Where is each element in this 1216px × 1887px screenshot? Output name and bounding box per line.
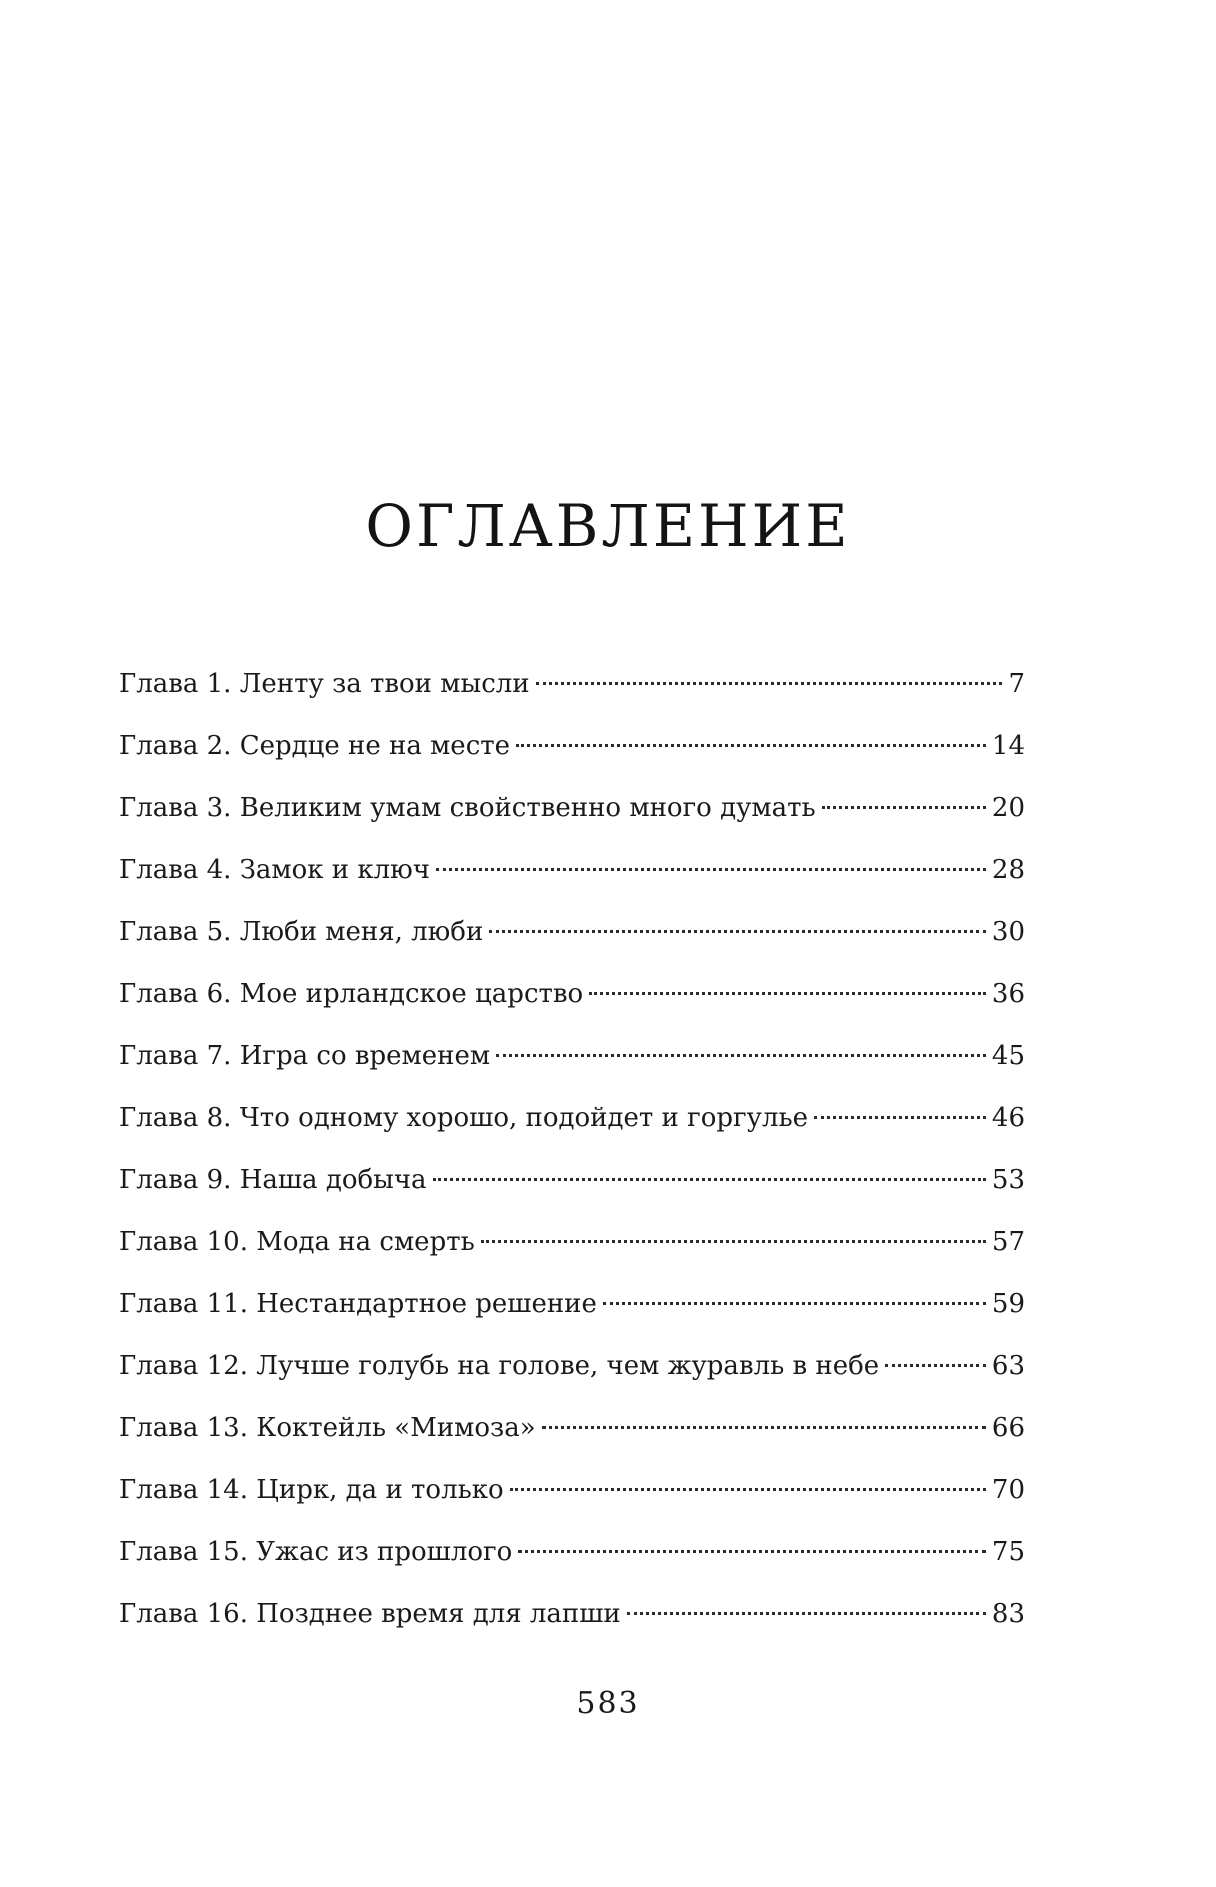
toc-entry[interactable] <box>119 724 1025 786</box>
dot-leader <box>516 744 986 747</box>
dot-leader <box>518 1550 986 1553</box>
toc-entry-page: 57 <box>991 1227 1025 1257</box>
toc-entry[interactable] <box>119 1096 1025 1158</box>
toc-entry[interactable] <box>119 1592 1025 1654</box>
toc-entry-title: Глава 4. Замок и ключ <box>119 855 430 885</box>
dot-leader <box>433 1178 986 1181</box>
toc-entry-page: 28 <box>991 855 1025 885</box>
toc-entry-title: Глава 16. Позднее время для лапши <box>119 1599 621 1629</box>
toc-entry-title: Глава 11. Нестандартное решение <box>119 1289 597 1319</box>
toc-entry-page: 14 <box>991 731 1025 761</box>
dot-leader <box>627 1612 986 1615</box>
toc-entry[interactable] <box>119 972 1025 1034</box>
page-number: 583 <box>576 1686 640 1721</box>
toc-entry-title: Глава 13. Коктейль «Мимоза» <box>119 1413 536 1443</box>
toc-entry-page: 75 <box>991 1537 1025 1567</box>
dot-leader <box>536 682 1003 685</box>
toc-entry-page: 45 <box>991 1041 1025 1071</box>
dot-leader <box>542 1426 986 1429</box>
table-of-contents <box>119 662 1025 1654</box>
toc-entry-page: 46 <box>991 1103 1025 1133</box>
dot-leader <box>814 1116 986 1119</box>
toc-entry-title: Глава 9. Наша добыча <box>119 1165 427 1195</box>
toc-entry[interactable] <box>119 1158 1025 1220</box>
toc-entry-title: Глава 3. Великим умам свойственно много думать <box>119 793 816 823</box>
toc-entry-title: Глава 7. Игра со временем <box>119 1041 491 1071</box>
dot-leader <box>496 1054 986 1057</box>
toc-entry-title: Глава 10. Мода на смерть <box>119 1227 475 1257</box>
toc-entry-page: 59 <box>991 1289 1025 1319</box>
toc-entry[interactable] <box>119 848 1025 910</box>
toc-entry-title: Глава 12. Лучше голубь на голове, чем журавль в небе <box>119 1351 880 1381</box>
toc-entry[interactable] <box>119 910 1025 972</box>
toc-entry-page: 30 <box>991 917 1025 947</box>
toc-entry[interactable] <box>119 1344 1025 1406</box>
dot-leader <box>489 930 986 933</box>
toc-entry[interactable] <box>119 1530 1025 1592</box>
toc-entry-title: Глава 2. Сердце не на месте <box>119 731 511 761</box>
toc-entry-page: 53 <box>991 1165 1025 1195</box>
toc-entry[interactable] <box>119 1220 1025 1282</box>
toc-entry-title: Глава 1. Ленту за твои мысли <box>119 669 530 699</box>
toc-entry-title: Глава 15. Ужас из прошлого <box>119 1537 513 1567</box>
toc-entry-page: 83 <box>991 1599 1025 1629</box>
dot-leader <box>822 806 986 809</box>
page-title: ОГЛАВЛЕНИЕ <box>365 491 851 560</box>
dot-leader <box>603 1302 986 1305</box>
toc-entry-title: Глава 8. Что одному хорошо, подойдет и горгулье <box>119 1103 809 1133</box>
toc-entry[interactable] <box>119 1406 1025 1468</box>
toc-entry[interactable] <box>119 1282 1025 1344</box>
toc-entry-title: Глава 5. Люби меня, люби <box>119 917 484 947</box>
dot-leader <box>436 868 986 871</box>
toc-entry-page: 7 <box>1008 669 1025 699</box>
dot-leader <box>510 1488 986 1491</box>
toc-entry-page: 70 <box>991 1475 1025 1505</box>
toc-entry-title: Глава 14. Цирк, да и только <box>119 1475 504 1505</box>
toc-entry-title: Глава 6. Мое ирландское царство <box>119 979 584 1009</box>
toc-entry-page: 63 <box>991 1351 1025 1381</box>
toc-entry-page: 20 <box>991 793 1025 823</box>
toc-entry-page: 36 <box>991 979 1025 1009</box>
dot-leader <box>481 1240 986 1243</box>
dot-leader <box>885 1364 986 1367</box>
toc-entry[interactable] <box>119 662 1025 724</box>
toc-entry-page: 66 <box>991 1413 1025 1443</box>
toc-entry[interactable] <box>119 786 1025 848</box>
dot-leader <box>589 992 986 995</box>
toc-entry[interactable] <box>119 1468 1025 1530</box>
toc-entry[interactable] <box>119 1034 1025 1096</box>
